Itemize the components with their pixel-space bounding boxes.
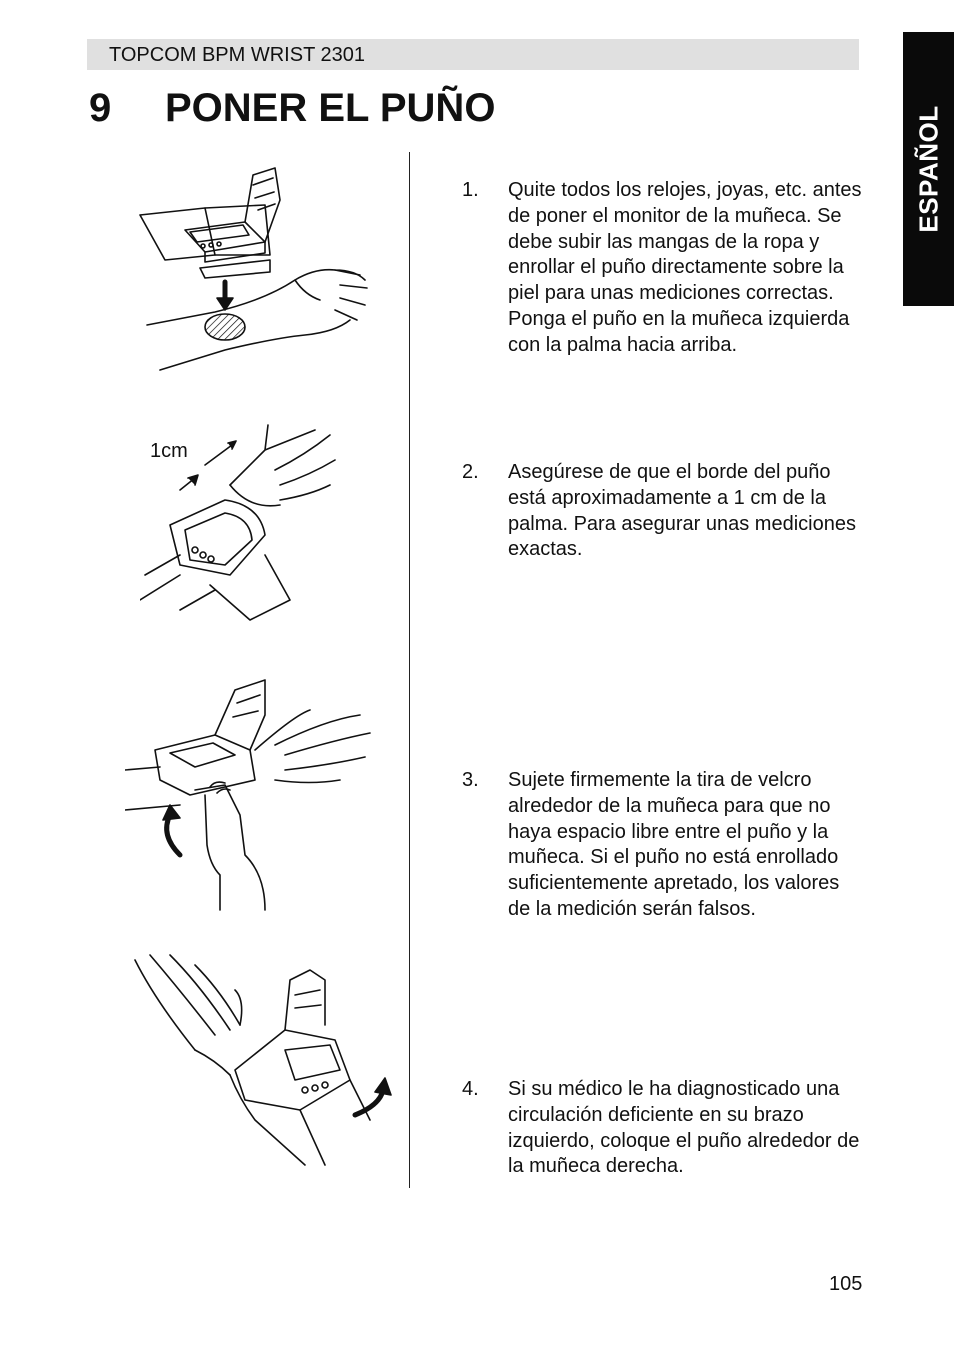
step-number: 2.: [462, 461, 479, 483]
step-text: Quite todos los relojes, joyas, etc. antes de poner el monitor de la muñeca. Se debe subir las mangas de la ropa y enrollar el puño directamente sobre la piel para unas mediciones correctas. Ponga el puño en la muñeca izquierda con la palma hacia arriba.: [508, 179, 862, 356]
velcro-fastening-illustration: [125, 675, 380, 915]
section-title: [89, 86, 495, 131]
step-number: 3.: [462, 769, 479, 791]
step-3: [462, 768, 862, 923]
step-number: 1.: [462, 179, 479, 201]
header-bar: [87, 39, 859, 70]
step-4: [462, 1077, 862, 1180]
section-heading: PONER EL PUÑO: [165, 86, 496, 130]
step-2: [462, 460, 862, 563]
step-1: [462, 178, 862, 359]
product-name: TOPCOM BPM WRIST 2301: [109, 44, 365, 66]
page-number: 105: [829, 1273, 863, 1295]
section-number: 9: [89, 86, 112, 130]
column-divider: [409, 152, 410, 1188]
step-text: Si su médico le ha diagnosticado una circulación deficiente en su brazo izquierdo, coloque el puño alrededor de la muñeca derecha.: [508, 1078, 860, 1178]
right-wrist-illustration: [125, 950, 395, 1170]
step-text: Asegúrese de que el borde del puño está aproximadamente a 1 cm de la palma. Para asegurar unas mediciones exactas.: [508, 461, 856, 561]
cuff-placement-illustration: [135, 160, 375, 375]
language-label: ESPAÑOL: [913, 105, 943, 233]
distance-label: 1cm: [150, 440, 188, 462]
language-tab: [903, 32, 954, 306]
cuff-distance-illustration: [140, 415, 370, 630]
step-text: Sujete firmemente la tira de velcro alrededor de la muñeca para que no haya espacio libre entre el puño y la muñeca. Si el puño no está enrollado suficientemente apretado, los valores de la medición serán falsos.: [508, 769, 840, 920]
step-number: 4.: [462, 1078, 479, 1100]
